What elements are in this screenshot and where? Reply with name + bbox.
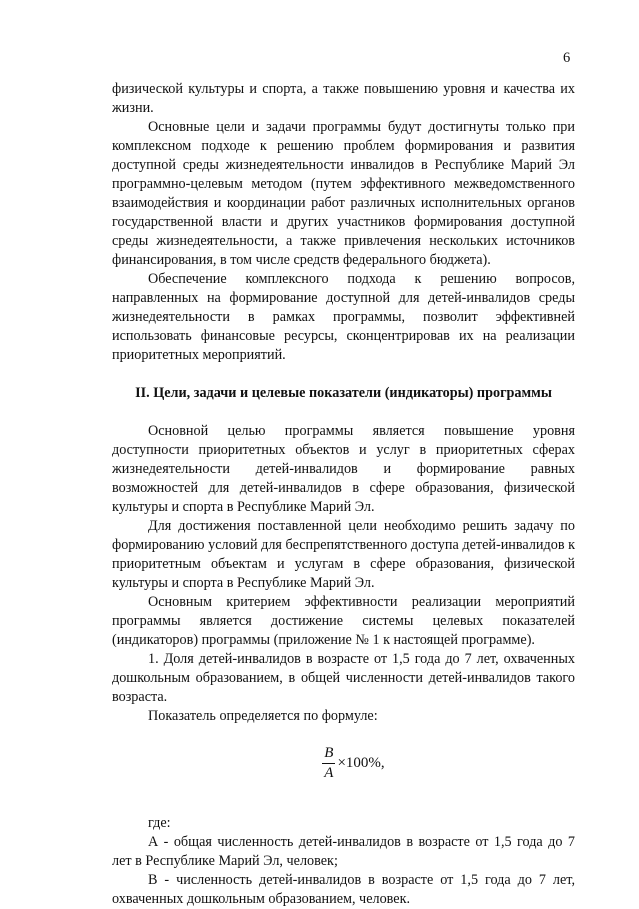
paragraph: 1. Доля детей-инвалидов в возрасте от 1,5 года до 7 лет, охваченных дошкольным образованием, в общей численности детей-инвалидов такого возраста. (112, 651, 575, 705)
paragraph: Основной целью программы является повышение уровня доступности приоритетных объектов и услуг в приоритетных сферах жизнедеятельности детей-инвалидов и формирование равных возможностей для детей-инвалидов в сфере образования, физической культуры и спорта в Республике Марий Эл. (112, 423, 575, 515)
formula-fraction (322, 745, 335, 782)
where-label: где: (148, 815, 171, 831)
formula-denominator: A (324, 764, 334, 781)
paragraph: Для достижения поставленной цели необходимо решить задачу по формированию условий для беспрепятственного доступа детей-инвалидов к приоритетным объектам и услугам в сфере образования, физической культуры и спорта в Республике Марий Эл. (112, 518, 575, 591)
definition-a: А - общая численность детей-инвалидов в возрасте от 1,5 года до 7 лет в Республике Марий Эл, человек; (112, 834, 575, 869)
paragraph: Основным критерием эффективности реализации мероприятий программы является достижение системы целевых показателей (индикаторов) программы (приложение № 1 к настоящей программе). (112, 594, 575, 648)
paragraph: физической культуры и спорта, а также повышению уровня и качества их жизни. (112, 81, 575, 116)
formula-multiplier: ×100%, (337, 754, 385, 771)
formula (112, 738, 575, 788)
paragraph: Обеспечение комплексного подхода к решению вопросов, направленных на формирование доступной для детей-инвалидов среды жизнедеятельности в рамках программы, позволит эффективней использовать финансовые ресурсы, сконцентрировав их на реализации приоритетных мероприятий. (112, 271, 575, 363)
paragraph: Показатель определяется по формуле: (148, 708, 378, 724)
definition-b: В - численность детей-инвалидов в возрасте от 1,5 года до 7 лет, охваченных дошкольным образованием, человек. (112, 872, 575, 907)
formula-numerator: B (322, 745, 335, 764)
paragraph: Основные цели и задачи программы будут достигнуты только при комплексном подходе к решению проблем формирования и развития доступной среды жизнедеятельности инвалидов в Республике Марий Эл программно-целевым методом (путем эффективного межведомственного взаимодействия и координации работ различных исполнительных органов государственной власти и других участников формирования доступной среды жизнедеятельности, а также привлечения нескольких источников финансирования, в том числе средств федерального бюджета). (112, 119, 575, 268)
document-body (112, 80, 575, 909)
page-number: 6 (563, 50, 571, 66)
section-heading: II. Цели, задачи и целевые показатели (индикаторы) программы (135, 385, 552, 401)
